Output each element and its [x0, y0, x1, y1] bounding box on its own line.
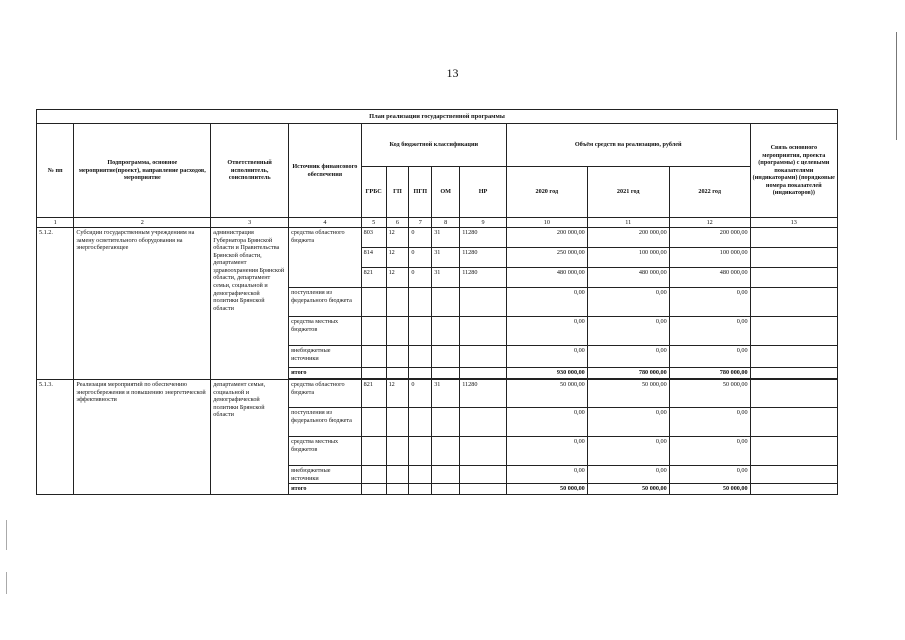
amount-2020: 0,00: [506, 437, 587, 466]
header-indicator-link: Связь основного мероприятия, проекта (программы) с целевыми показателями (индикаторами) (порядковые номера показателей (индикаторов)): [750, 124, 837, 218]
column-number: 3: [211, 218, 289, 228]
header-om: ОМ: [432, 167, 460, 218]
amount-2021: 0,00: [587, 466, 669, 484]
grbs-cell: [361, 484, 386, 495]
pgp-cell: 0: [409, 268, 432, 288]
table-row: [37, 228, 838, 248]
gp-cell: 12: [386, 228, 409, 248]
measure-name: Субсидии государственным учреждениям на замену осветительного оборудования на энергосберегающее: [74, 228, 211, 380]
funding-source: внебюджетные источники: [289, 466, 362, 484]
amount-2022: 0,00: [669, 288, 750, 317]
om-cell: [432, 437, 460, 466]
grbs-cell: [361, 317, 386, 346]
gp-cell: [386, 288, 409, 317]
amount-2021: 0,00: [587, 437, 669, 466]
header-2020: 2020 год: [506, 167, 587, 218]
indicator-link-cell: [750, 317, 837, 346]
gp-cell: [386, 368, 409, 379]
program-plan-table: [36, 109, 838, 495]
nr-cell: 11280: [460, 268, 507, 288]
grbs-cell: [361, 466, 386, 484]
funding-source: средства местных бюджетов: [289, 437, 362, 466]
column-number: 4: [289, 218, 362, 228]
amount-2022: 200 000,00: [669, 228, 750, 248]
total-2020: 930 000,00: [506, 368, 587, 379]
column-number: 1: [37, 218, 74, 228]
header-nr: НР: [460, 167, 507, 218]
grbs-cell: 821: [361, 268, 386, 288]
column-number: 8: [432, 218, 460, 228]
nr-cell: [460, 317, 507, 346]
om-cell: 31: [432, 268, 460, 288]
table-row: [37, 380, 838, 408]
indicator-link-cell: [750, 268, 837, 288]
amount-2020: 50 000,00: [506, 380, 587, 408]
amount-2022: 0,00: [669, 346, 750, 368]
nr-cell: [460, 484, 507, 495]
grbs-cell: [361, 346, 386, 368]
indicator-link-cell: [750, 368, 837, 379]
amount-2021: 0,00: [587, 346, 669, 368]
column-number: 13: [750, 218, 837, 228]
indicator-link-cell: [750, 437, 837, 466]
gp-cell: 12: [386, 268, 409, 288]
om-cell: [432, 408, 460, 437]
pgp-cell: [409, 437, 432, 466]
total-2022: 50 000,00: [669, 484, 750, 495]
om-cell: [432, 484, 460, 495]
amount-2022: 0,00: [669, 437, 750, 466]
funding-source: поступления из федерального бюджета: [289, 288, 362, 317]
column-number: 12: [669, 218, 750, 228]
column-number: 2: [74, 218, 211, 228]
om-cell: [432, 288, 460, 317]
row-number: 5.1.2.: [37, 228, 74, 380]
funding-source: средства областного бюджета: [289, 380, 362, 408]
pgp-cell: [409, 346, 432, 368]
header-2022: 2022 год: [669, 167, 750, 218]
om-cell: 31: [432, 380, 460, 408]
total-label: итого: [289, 484, 362, 495]
indicator-link-cell: [750, 346, 837, 368]
nr-cell: 11280: [460, 248, 507, 268]
nr-cell: [460, 437, 507, 466]
amount-2020: 0,00: [506, 408, 587, 437]
om-cell: [432, 317, 460, 346]
om-cell: [432, 466, 460, 484]
indicator-link-cell: [750, 466, 837, 484]
amount-2020: 200 000,00: [506, 228, 587, 248]
amount-2021: 200 000,00: [587, 228, 669, 248]
header-pgp: ПГП: [409, 167, 432, 218]
gp-cell: 12: [386, 380, 409, 408]
grbs-cell: 814: [361, 248, 386, 268]
gp-cell: [386, 466, 409, 484]
funding-source: средства областного бюджета: [289, 228, 362, 288]
pgp-cell: 0: [409, 228, 432, 248]
header-gp: ГП: [386, 167, 409, 218]
column-number: 5: [361, 218, 386, 228]
total-2021: 50 000,00: [587, 484, 669, 495]
funding-source: поступления из федерального бюджета: [289, 408, 362, 437]
gp-cell: [386, 317, 409, 346]
grbs-cell: 803: [361, 228, 386, 248]
pgp-cell: [409, 466, 432, 484]
grbs-cell: [361, 288, 386, 317]
nr-cell: 11280: [460, 228, 507, 248]
amount-2022: 0,00: [669, 317, 750, 346]
page-number: 13: [446, 66, 459, 80]
pgp-cell: [409, 408, 432, 437]
header-subprogram: Подпрограмма, основное мероприятие(проект), направление расходов, мероприятие: [74, 124, 211, 218]
table-body: [37, 228, 838, 495]
pgp-cell: [409, 288, 432, 317]
amount-2021: 480 000,00: [587, 268, 669, 288]
nr-cell: [460, 466, 507, 484]
amount-2020: 250 000,00: [506, 248, 587, 268]
indicator-link-cell: [750, 288, 837, 317]
row-number: 5.1.3.: [37, 380, 74, 495]
nr-cell: [460, 288, 507, 317]
nr-cell: 11280: [460, 380, 507, 408]
amount-2021: 0,00: [587, 317, 669, 346]
table-title: План реализации государственной программы: [37, 110, 838, 124]
gp-cell: [386, 484, 409, 495]
amount-2022: 0,00: [669, 466, 750, 484]
total-label: итого: [289, 368, 362, 379]
amount-2020: 480 000,00: [506, 268, 587, 288]
amount-2022: 50 000,00: [669, 380, 750, 408]
amount-2021: 0,00: [587, 408, 669, 437]
pgp-cell: 0: [409, 248, 432, 268]
indicator-link-cell: [750, 408, 837, 437]
total-2021: 780 000,00: [587, 368, 669, 379]
gp-cell: [386, 346, 409, 368]
grbs-cell: [361, 368, 386, 379]
amount-2021: 50 000,00: [587, 380, 669, 408]
column-number: 7: [409, 218, 432, 228]
column-number: 11: [587, 218, 669, 228]
gp-cell: 12: [386, 248, 409, 268]
executor-cell: администрация Губернатора Брянской области и Правительства Брянской области, департамент здравоохранения Брянской области, департамент семьи, социальной и демографической политики Брянской области: [211, 228, 289, 380]
gp-cell: [386, 408, 409, 437]
indicator-link-cell: [750, 228, 837, 248]
total-2020: 50 000,00: [506, 484, 587, 495]
funding-source: внебюджетные источники: [289, 346, 362, 368]
grbs-cell: [361, 408, 386, 437]
pgp-cell: [409, 368, 432, 379]
om-cell: [432, 368, 460, 379]
measure-name: Реализация мероприятий по обеспечению энергосбережения и повышению энергетической эффективности: [74, 380, 211, 495]
amount-2020: 0,00: [506, 317, 587, 346]
column-number: 9: [460, 218, 507, 228]
amount-2020: 0,00: [506, 466, 587, 484]
amount-2022: 100 000,00: [669, 248, 750, 268]
header-volume: Объём средств на реализацию, рублей: [506, 124, 750, 167]
nr-cell: [460, 408, 507, 437]
column-number: 6: [386, 218, 409, 228]
amount-2022: 0,00: [669, 408, 750, 437]
amount-2022: 480 000,00: [669, 268, 750, 288]
header-source: Источник финансового обеспечения: [289, 124, 362, 218]
grbs-cell: 821: [361, 380, 386, 408]
amount-2020: 0,00: [506, 288, 587, 317]
header-executor: Ответственный исполнитель, соисполнитель: [211, 124, 289, 218]
nr-cell: [460, 346, 507, 368]
indicator-link-cell: [750, 380, 837, 408]
amount-2021: 100 000,00: [587, 248, 669, 268]
executor-cell: департамент семьи, социальной и демографической политики Брянской области: [211, 380, 289, 495]
column-number: 10: [506, 218, 587, 228]
total-2022: 780 000,00: [669, 368, 750, 379]
column-numbers-row: [37, 218, 838, 228]
om-cell: [432, 346, 460, 368]
grbs-cell: [361, 437, 386, 466]
header-no: № пп: [37, 124, 74, 218]
indicator-link-cell: [750, 248, 837, 268]
indicator-link-cell: [750, 484, 837, 495]
gp-cell: [386, 437, 409, 466]
om-cell: 31: [432, 248, 460, 268]
header-grbs: ГРБС: [361, 167, 386, 218]
pgp-cell: 0: [409, 380, 432, 408]
header-2021: 2021 год: [587, 167, 669, 218]
om-cell: 31: [432, 228, 460, 248]
nr-cell: [460, 368, 507, 379]
header-budget-code: Код бюджетной классификации: [361, 124, 506, 167]
pgp-cell: [409, 317, 432, 346]
funding-source: средства местных бюджетов: [289, 317, 362, 346]
amount-2020: 0,00: [506, 346, 587, 368]
pgp-cell: [409, 484, 432, 495]
amount-2021: 0,00: [587, 288, 669, 317]
